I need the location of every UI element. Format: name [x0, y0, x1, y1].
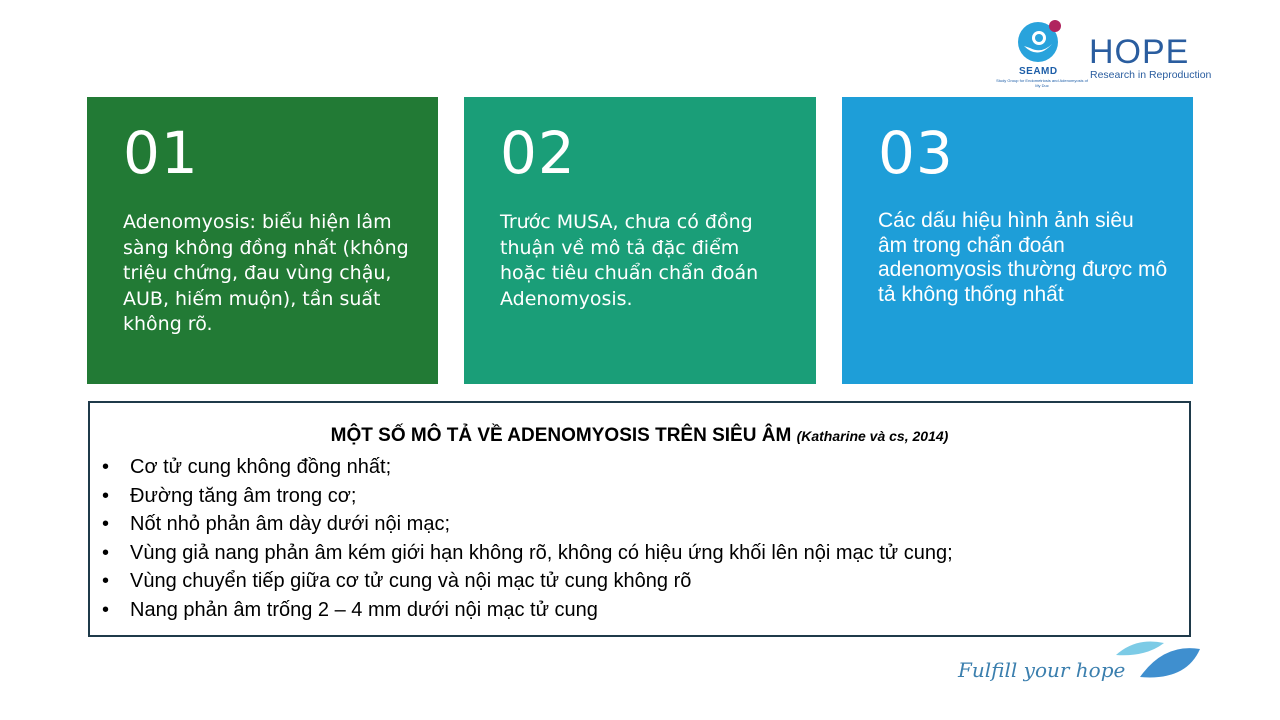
- seamd-label: SEAMD: [1019, 66, 1058, 77]
- description-title-text: MỘT SỐ MÔ TẢ VỀ ADENOMYOSIS TRÊN SIÊU ÂM: [330, 425, 792, 446]
- list-item: • Nốt nhỏ phản âm dày dưới nội mạc;: [100, 510, 953, 539]
- card-text: Adenomyosis: biểu hiện lâm sàng không đồng nhất (không triệu chứng, đau vùng chậu, AUB, hiếm muộn), tần suất không rõ.: [123, 211, 409, 335]
- hope-logo-subtitle: Research in Reproduction: [1090, 69, 1212, 81]
- list-item: • Nang phản âm trống 2 – 4 mm dưới nội mạc tử cung: [100, 596, 953, 625]
- card-03: [842, 97, 1193, 384]
- card-number: 01: [123, 119, 199, 187]
- hope-logo-text: HOPE: [1089, 33, 1190, 71]
- footer-tagline: Fulfill your hope: [958, 658, 1126, 682]
- seamd-subtitle: Study Group for Endometriosis and Adenomyosis of My Duc: [996, 78, 1088, 88]
- list-item: • Vùng chuyển tiếp giữa cơ tử cung và nội mạc tử cung không rõ: [100, 567, 953, 596]
- card-number: 02: [500, 119, 576, 187]
- description-list: [100, 453, 953, 624]
- card-01: [87, 97, 438, 384]
- ultrasound-description-box: [88, 401, 1191, 637]
- list-item: • Đường tăng âm trong cơ;: [100, 482, 953, 511]
- card-number: 03: [878, 119, 954, 187]
- leaf-logo-icon: [1112, 637, 1204, 683]
- list-item: • Vùng giả nang phản âm kém giới hạn không rõ, không có hiệu ứng khối lên nội mạc tử cung;: [100, 539, 953, 568]
- list-item: • Cơ tử cung không đồng nhất;: [100, 453, 953, 482]
- card-02: [464, 97, 816, 384]
- card-text: Các dấu hiệu hình ảnh siêu âm trong chẩn đoán adenomyosis thường được mô tả không thống nhất: [878, 209, 1168, 306]
- description-title: [90, 425, 1189, 447]
- card-text: Trước MUSA, chưa có đồng thuận về mô tả đặc điểm hoặc tiêu chuẩn chẩn đoán Adenomyosis.: [500, 211, 759, 310]
- description-citation: (Katharine và cs, 2014): [796, 428, 949, 444]
